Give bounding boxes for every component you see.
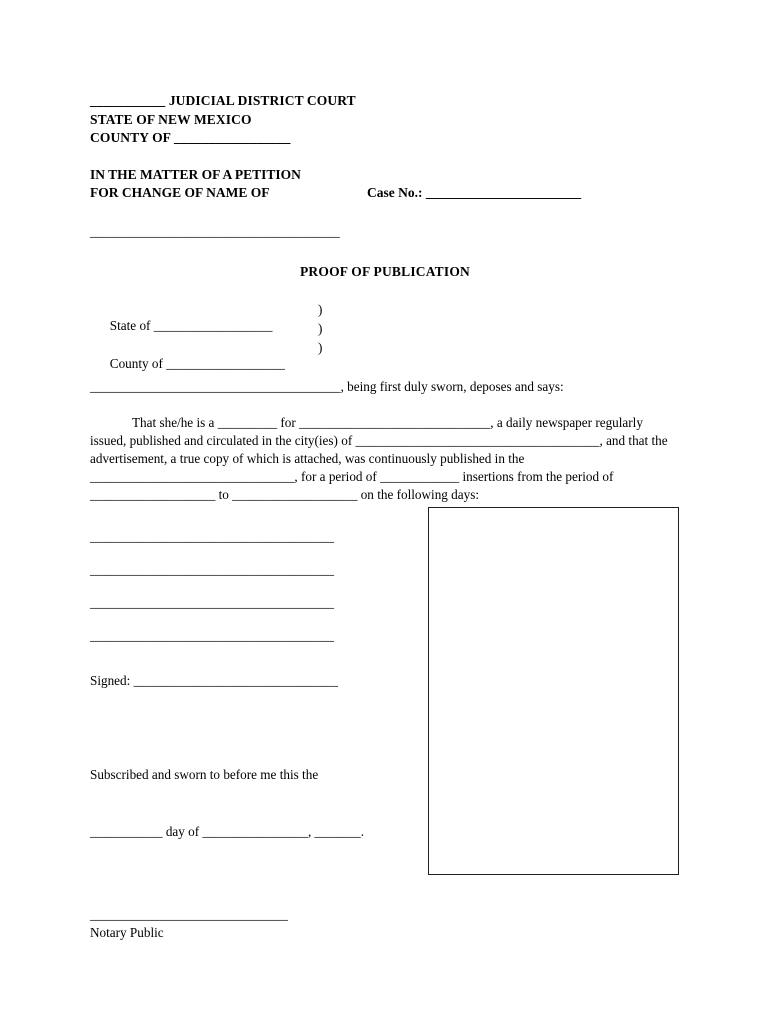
state-line: STATE OF NEW MEXICO (90, 111, 252, 127)
subscribed-line-1: Subscribed and sworn to before me this the (90, 766, 319, 782)
publication-paragraph-text: That she/he is a _________ for _____________________________, a daily newspaper regularly issued, published and circulated in the city(ies) of _____________________________________, and that the advertisement, a true copy of which is attached, was continuously published in the _______________________________, for a period of ____________ insertions from the period of ___________________ to ___________________ on the following days: (90, 414, 671, 503)
county-of-field (90, 339, 680, 371)
petitioner-name-rule: _____________________________________ (90, 223, 340, 239)
day-line: _____________________________________ (90, 594, 334, 610)
publication-paragraph (90, 414, 682, 505)
document-title: PROOF OF PUBLICATION (299, 263, 470, 279)
matter-line-2: FOR CHANGE OF NAME OF (90, 185, 270, 200)
day-line: _____________________________________ (90, 627, 334, 643)
paren-middle-row (90, 321, 680, 339)
matter-line-1: IN THE MATTER OF A PETITION (90, 166, 301, 182)
day-line: _____________________________________ (90, 561, 334, 577)
paren-bottom: ) (318, 339, 323, 355)
day-line: _____________________________________ (90, 528, 334, 544)
notary-signature-rule: ______________________________ (90, 906, 288, 922)
case-number-field: Case No.: _______________________ (367, 185, 582, 200)
county-of-label: County of __________________ (109, 355, 285, 371)
matter-caption (90, 166, 680, 203)
court-header (90, 92, 680, 148)
subscribed-line-2: ___________ day of ________________, _______. (90, 823, 364, 839)
advertisement-attachment-box (428, 507, 679, 875)
county-line: COUNTY OF _________________ (90, 130, 291, 145)
paren-mid: ) (318, 320, 323, 336)
signed-field: Signed: _______________________________ (90, 672, 338, 688)
paren-top: ) (318, 301, 323, 317)
publication-days-list (90, 529, 390, 661)
affiant-line: ______________________________________, being first duly sworn, deposes and says: (90, 378, 564, 394)
notary-public-label: Notary Public (90, 924, 164, 940)
state-of-field (90, 301, 680, 333)
state-of-label: State of __________________ (109, 317, 273, 333)
judicial-district-line: ___________ JUDICIAL DISTRICT COURT (90, 93, 356, 108)
